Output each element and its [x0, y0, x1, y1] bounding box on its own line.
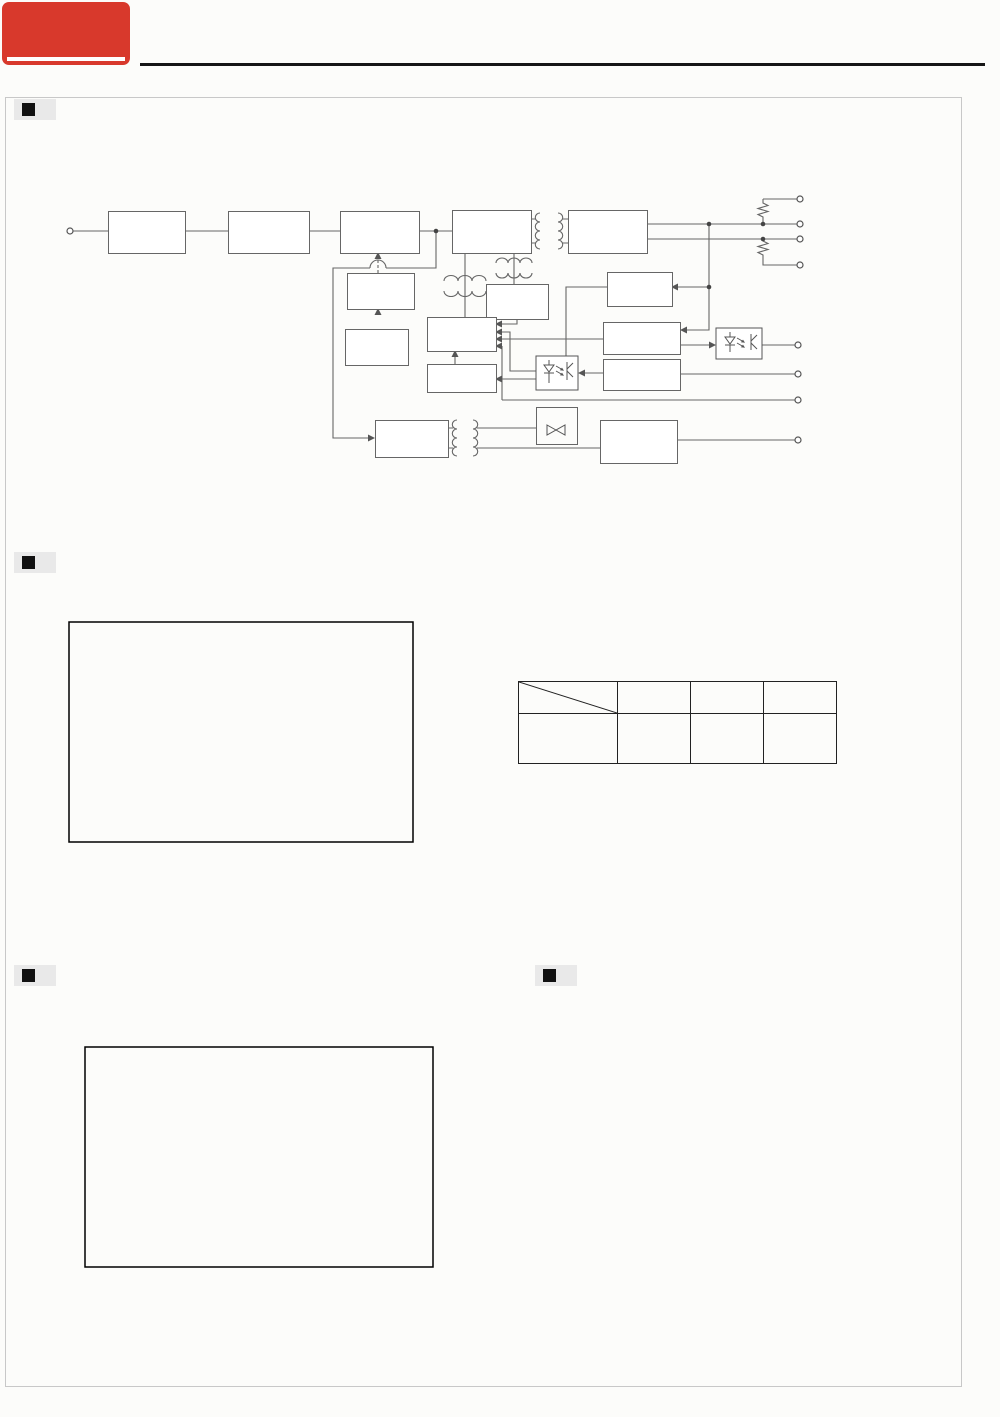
table-corner-cell — [519, 682, 618, 714]
table-row-header — [519, 714, 618, 764]
table-col-header — [691, 682, 764, 714]
diagonal-line — [519, 682, 617, 713]
diagram-box-emi-filter — [108, 211, 186, 254]
section-block-diagram — [14, 99, 56, 120]
diagram-box-overload-protection — [486, 284, 549, 320]
logo-brand-text — [7, 57, 125, 61]
diagram-box-switching — [452, 210, 532, 254]
diagram-box-remote-control — [603, 359, 681, 391]
diagram-box-inrush — [228, 211, 310, 254]
transformer-icon — [558, 213, 563, 249]
diagram-box-rectifier-filter-aux — [600, 420, 678, 464]
diagram-box-fan — [536, 407, 578, 445]
diagram-box-load-sharing — [427, 364, 497, 393]
square-bullet-icon — [22, 103, 35, 116]
diagram-box-pwm-control — [427, 317, 497, 352]
table-col-header — [618, 682, 691, 714]
diagram-box-rectifier-pfc — [340, 211, 420, 254]
transformer-icon — [452, 420, 457, 456]
transformer-icon — [473, 420, 478, 456]
square-bullet-icon — [22, 969, 35, 982]
resistor-icon — [758, 199, 768, 224]
model-table — [518, 681, 837, 764]
diagram-box-rectifier-filter — [568, 210, 648, 254]
table-cell — [691, 714, 764, 764]
diagram-box-pfc-control — [347, 273, 415, 310]
table-col-header — [764, 682, 837, 714]
square-bullet-icon — [543, 969, 556, 982]
table-row — [519, 714, 837, 764]
diagram-box-aux-power — [375, 420, 449, 458]
static-chart-frame — [69, 622, 413, 842]
optocoupler-icon — [536, 356, 578, 390]
table-cell — [618, 714, 691, 764]
optocoupler-icon — [716, 328, 762, 359]
table-cell — [764, 714, 837, 764]
meanwell-logo — [2, 2, 130, 65]
square-bullet-icon — [22, 556, 35, 569]
derating-chart-frame — [85, 1047, 433, 1267]
transformer-icon — [535, 213, 540, 249]
section-derating — [14, 965, 56, 986]
section-efficiency — [535, 965, 577, 986]
section-static-curve — [14, 552, 56, 573]
diagram-box-otp — [345, 329, 409, 366]
diagram-box-detection — [603, 322, 681, 355]
header-rule — [140, 63, 985, 66]
resistor-icon — [758, 239, 797, 265]
diagram-box-ovp — [607, 272, 673, 307]
